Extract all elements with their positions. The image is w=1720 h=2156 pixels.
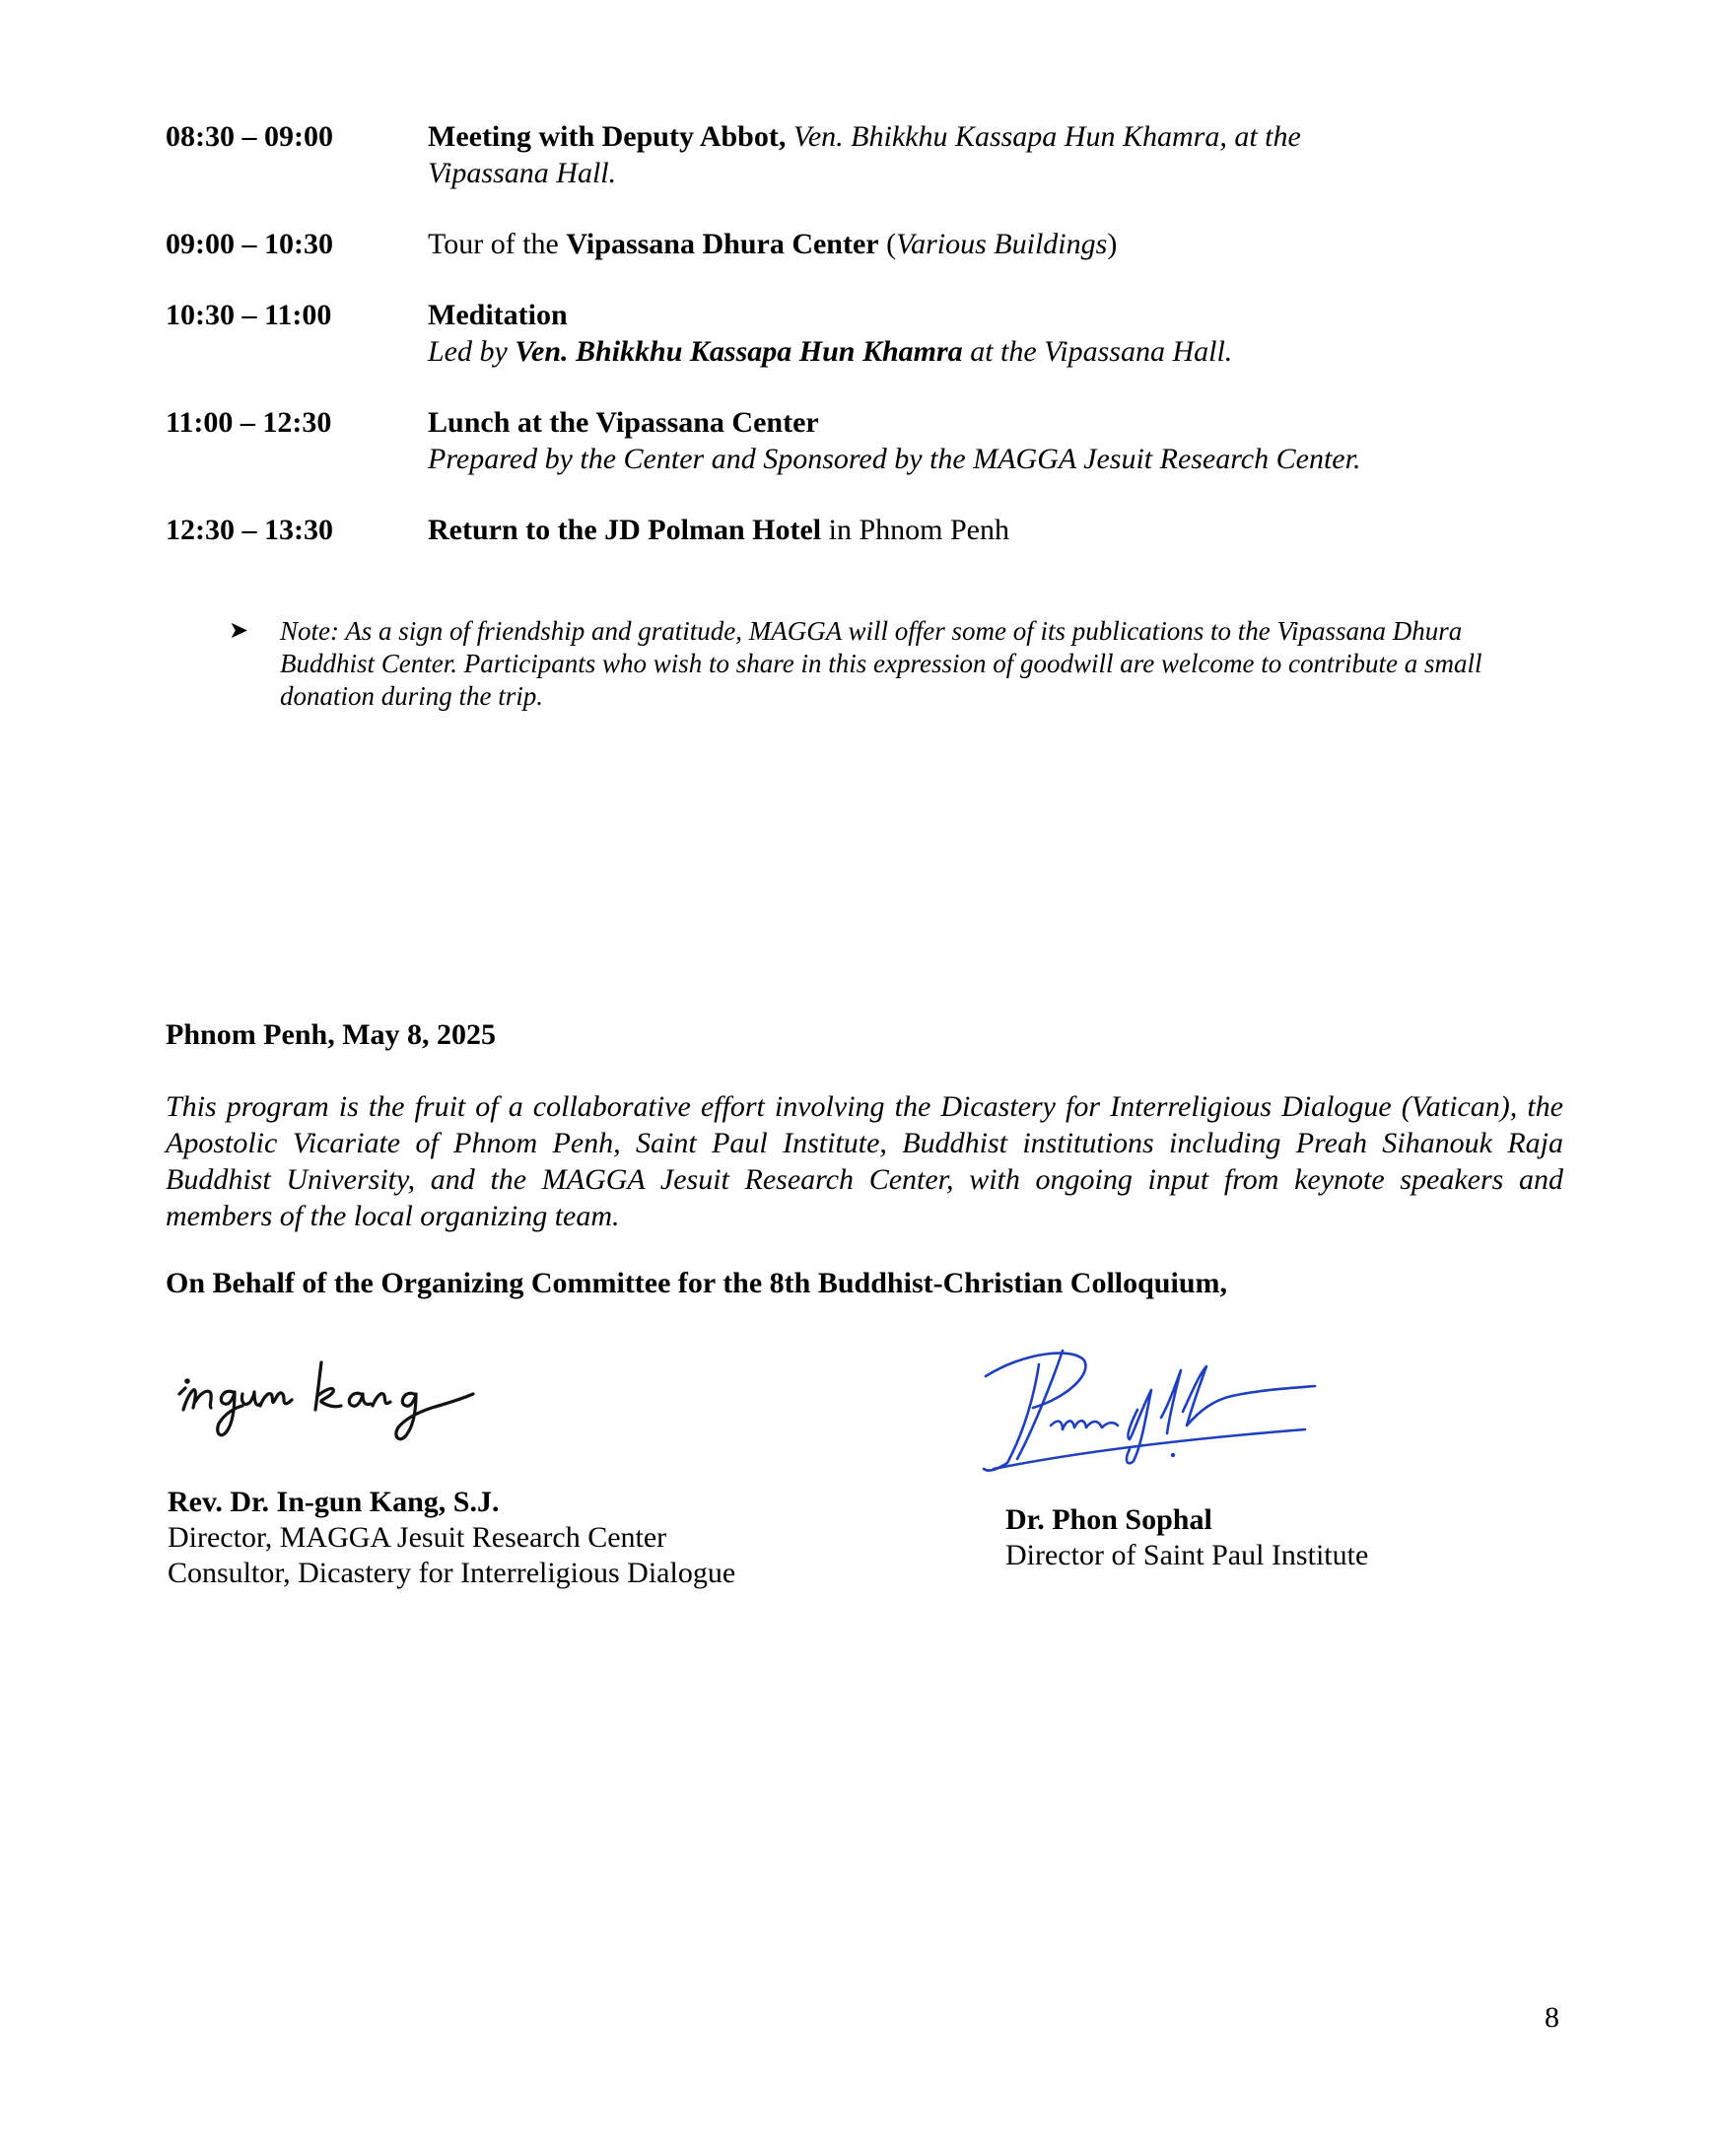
activity-detail: Vipassana Hall.: [428, 157, 617, 189]
page-number: 8: [1545, 2001, 1559, 2034]
schedule-row: [166, 226, 1565, 262]
signatory-title: Director, MAGGA Jesuit Research Center: [168, 1521, 667, 1554]
paren-close: ): [1107, 228, 1118, 260]
activity-detail: Various Buildings: [896, 228, 1108, 260]
activity-title: Vipassana Dhura Center: [566, 228, 879, 260]
signatory-title: Director of Saint Paul Institute: [1005, 1539, 1369, 1571]
signature-dot: [1171, 1453, 1175, 1457]
activity-detail: Led by: [428, 335, 516, 368]
activity-detail: at the Vipassana Hall.: [962, 335, 1233, 368]
schedule-time: 12:30 – 13:30: [166, 514, 333, 546]
schedule-time: 09:00 – 10:30: [166, 228, 333, 260]
schedule-row: [166, 118, 1565, 191]
activity-title: Meditation: [428, 299, 568, 331]
itinerary-schedule: [166, 118, 1565, 583]
schedule-time: 11:00 – 12:30: [166, 406, 332, 439]
on-behalf-line: On Behalf of the Organizing Committee for the 8th Buddhist-Christian Colloquium,: [166, 1267, 1227, 1299]
date-line: Phnom Penh, May 8, 2025: [166, 1018, 497, 1051]
paren-open: (: [878, 228, 897, 260]
activity-title: Lunch at the Vipassana Center: [428, 406, 819, 439]
schedule-description: [428, 297, 1565, 370]
schedule-description: [428, 404, 1565, 477]
activity-title: Meeting with Deputy Abbot,: [428, 120, 787, 153]
schedule-description: [428, 118, 1565, 191]
note-text: Note: As a sign of friendship and gratitude, MAGGA will offer some of its publications to the Vipassana Dhura Buddhist Center. Participants who wish to share in this expression of goodwill are welcome to contribute a small donation during the trip.: [280, 616, 1482, 711]
signatory-name: Dr. Phon Sophal: [1005, 1503, 1212, 1536]
activity-detail: Prepared by the Center and Sponsored by the MAGGA Jesuit Research Center.: [428, 443, 1361, 475]
activity-text: Tour of the: [428, 228, 567, 260]
signatory-title: Consultor, Dicastery for Interreligious Dialogue: [168, 1557, 736, 1589]
activity-leader: Ven. Bhikkhu Kassapa Hun Khamra: [515, 335, 963, 368]
signatory-left: [168, 1485, 735, 1591]
schedule-time: 08:30 – 09:00: [166, 120, 333, 153]
signature-in-gun-kang: [173, 1349, 479, 1447]
schedule-row: [166, 512, 1565, 548]
acknowledgement-paragraph: This program is the fruit of a collaborative effort involving the Dicastery for Interreligious Dialogue (Vatican), the Apostolic Vicariate of Phnom Penh, Saint Paul Institute, Buddhist institutions including Preah Sihanouk Raja Buddhist University, and the MAGGA Jesuit Research Center, with ongoing input from keynote speakers and members of the local organizing team.: [166, 1090, 1563, 1232]
signature-phon-sophal: [964, 1331, 1319, 1479]
schedule-time: 10:30 – 11:00: [166, 299, 332, 331]
signatory-name: Rev. Dr. In-gun Kang, S.J.: [168, 1486, 500, 1518]
arrow-bullet-icon: ➤: [229, 618, 249, 644]
schedule-row: [166, 297, 1565, 370]
schedule-description: [428, 512, 1565, 548]
signatory-right: [1005, 1502, 1368, 1573]
schedule-description: [428, 226, 1565, 262]
activity-text: in Phnom Penh: [821, 514, 1009, 546]
schedule-row: [166, 404, 1565, 477]
activity-title: Return to the JD Polman Hotel: [428, 514, 822, 546]
note-block: [229, 615, 1549, 713]
activity-detail: Ven. Bhikkhu Kassapa Hun Khamra, at the: [786, 120, 1301, 153]
